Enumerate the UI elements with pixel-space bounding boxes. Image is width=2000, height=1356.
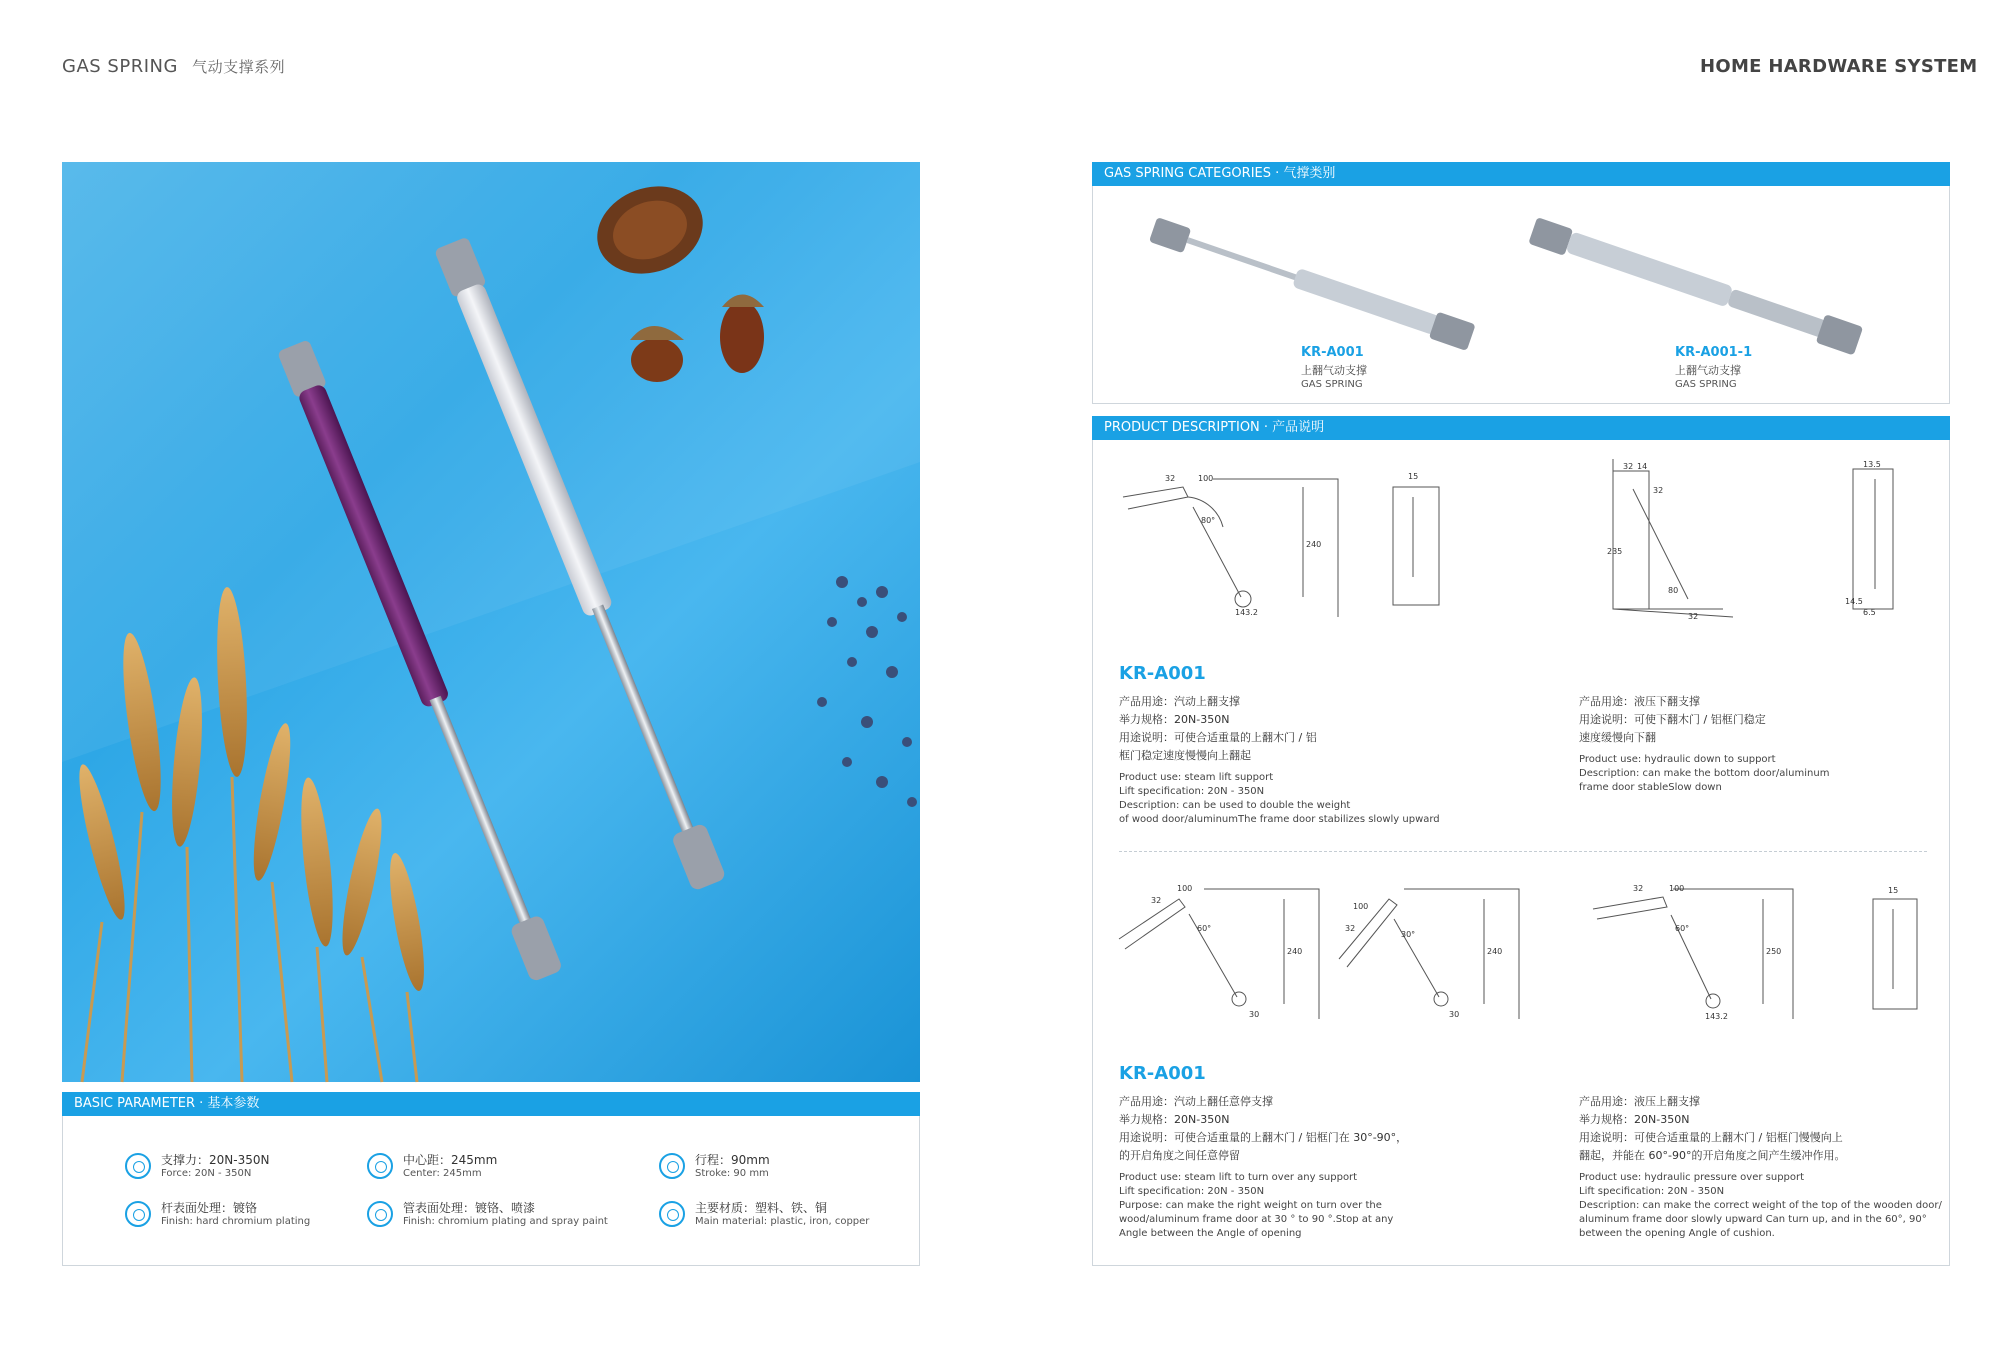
category-a001-1-image [1533,213,1913,353]
force-icon [125,1153,151,1179]
product-photo [62,162,920,1082]
block-1-cn-1: 举力规格：20N-350N [1119,713,1230,726]
dim-4-c: 60° [1675,924,1690,933]
dim-2-e: 80 [1668,586,1679,595]
category-a001-image [1153,213,1513,353]
block-4-cn-1: 举力规格：20N-350N [1579,1113,1690,1126]
dim-3-j: 30 [1449,1010,1460,1019]
basic-parameter-title: BASIC PARAMETER · 基本参数 [62,1092,920,1116]
diagram-free-stop [1119,879,1539,1019]
dim-1-f: 15 [1408,472,1419,481]
dim-3-g: 32 [1345,924,1356,933]
block-2-cn-1: 用途说明：可使下翻木门 / 铝框门稳定 [1579,713,1766,726]
param-stroke-cn: 行程：90mm [695,1153,770,1167]
block-4-en-2: Description: can make the correct weight of the top of the wooden door/ [1579,1200,1942,1211]
categories-title: GAS SPRING CATEGORIES · 气撑类别 [1092,162,1950,186]
block-2-en-2: frame door stableSlow down [1579,782,1722,793]
dim-3-a: 100 [1177,884,1193,893]
block-3-en-1: Lift specification: 20N - 350N [1119,1186,1265,1197]
dim-2-d: 235 [1607,547,1623,556]
param-center-en: Center: 245mm [403,1168,482,1179]
tube-finish-icon [367,1201,393,1227]
block-1-text [1119,693,1440,827]
description-title: PRODUCT DESCRIPTION · 产品说明 [1092,416,1950,440]
param-material-cn: 主要材质：塑料、铁、铜 [695,1201,828,1215]
category-a001-cn: 上翻气动支撑 [1301,364,1367,377]
dim-4-a: 32 [1633,884,1644,893]
section-divider [1119,851,1927,852]
block-3-en-3: wood/aluminum frame door at 30 ° to 90 °.Stop at any [1119,1214,1394,1225]
material-icon [659,1201,685,1227]
block-4-en-0: Product use: hydraulic pressure over support [1579,1172,1805,1183]
dim-2-i: 6.5 [1863,608,1876,617]
block-1-model: KR-A001 [1119,663,1206,684]
block-2-en-1: Description: can make the bottom door/aluminum [1579,768,1830,779]
dim-2-a: 32 [1623,462,1634,471]
block-3-en-4: Angle between the Angle of opening [1119,1228,1302,1239]
block-3-cn-2: 用途说明：可使合适重量的上翻木门 / 铝框门在 30°-90°， [1119,1131,1408,1144]
block-4-cn-2: 用途说明：可使合适重量的上翻木门 / 铝框门慢慢向上 [1579,1131,1843,1144]
param-center-cn: 中心距：245mm [403,1153,498,1167]
param-force-cn: 支撑力：20N-350N [161,1153,270,1167]
param-material-en: Main material: plastic, iron, copper [695,1216,870,1227]
dim-3-c: 60° [1197,924,1212,933]
category-a001 [1301,345,1367,390]
param-stroke-en: Stroke: 90 mm [695,1168,769,1179]
dim-3-f: 100 [1353,902,1369,911]
param-tube-finish-cn: 管表面处理：镀铬、喷漆 [403,1201,536,1215]
block-2-cn-0: 产品用途：液压下翻支撑 [1579,695,1700,708]
center-icon [367,1153,393,1179]
param-rod-finish-cn: 杆表面处理：镀铬 [161,1201,258,1215]
dim-4-b: 100 [1669,884,1685,893]
block-1-en-2: Description: can be used to double the weight [1119,800,1351,811]
param-tube-finish-en: Finish: chromium plating and spray paint [403,1216,608,1227]
dim-3-d: 240 [1287,947,1303,956]
block-1-cn-0: 产品用途：汽动上翻支撑 [1119,695,1240,708]
dim-2-c: 32 [1653,486,1664,495]
block-2-cn-2: 速度缓慢向下翻 [1579,731,1656,744]
block-1-en-0: Product use: steam lift support [1119,772,1274,783]
dim-3-b: 32 [1151,896,1162,905]
header-brand: HOME HARDWARE SYSTEM [1700,56,1978,77]
categories-panel [1092,162,1950,404]
header-series-en: GAS SPRING [62,56,178,77]
header-series-cn: 气动支撑系列 [192,58,286,76]
diagram-down-support [1607,459,1933,621]
block-1-en-3: of wood door/aluminumThe frame door stabilizes slowly upward [1119,814,1440,825]
category-a001-1-en: GAS SPRING [1675,379,1737,390]
basic-parameter-panel [62,1092,920,1266]
dim-2-f: 32 [1688,612,1699,621]
param-force-en: Force: 20N - 350N [161,1168,252,1179]
header-series [62,56,285,77]
category-a001-en: GAS SPRING [1301,379,1363,390]
dim-1-c: 80° [1201,516,1216,525]
dim-3-e: 30 [1249,1010,1260,1019]
stroke-icon [659,1153,685,1179]
block-3-cn-0: 产品用途：汽动上翻任意停支撑 [1119,1095,1273,1108]
dim-4-e: 143.2 [1705,1012,1728,1021]
category-a001-1-code: KR-A001-1 [1675,345,1753,360]
diagram-lift-support [1123,467,1453,617]
block-3-en-2: Purpose: can make the right weight on turn over the [1119,1200,1382,1211]
dim-3-h: 30° [1401,930,1416,939]
category-a001-code: KR-A001 [1301,345,1364,360]
diagram-hydraulic-lift [1593,879,1933,1019]
dim-1-b: 100 [1198,474,1214,483]
dim-4-d: 250 [1766,947,1782,956]
block-3-en-0: Product use: steam lift to turn over any support [1119,1172,1358,1183]
dim-2-b: 14 [1637,462,1648,471]
block-3-text [1119,1093,1407,1241]
block-2-text [1579,693,1829,795]
block-4-en-3: aluminum frame door slowly upward Can turn up, and in the 60°, 90° [1579,1214,1927,1225]
block-1-cn-2: 用途说明：可使合适重量的上翻木门 / 铝 [1119,731,1317,744]
product-photo-illustration [62,162,920,1082]
dim-2-g: 13.5 [1863,460,1881,469]
block-1-cn-3: 框门稳定速度慢慢向上翻起 [1119,749,1251,762]
block-4-en-1: Lift specification: 20N - 350N [1579,1186,1725,1197]
block-4-cn-0: 产品用途：液压上翻支撑 [1579,1095,1700,1108]
dim-4-f: 15 [1888,886,1899,895]
dim-1-d: 240 [1306,540,1322,549]
description-panel [1092,416,1950,1266]
dim-2-h: 14.5 [1845,597,1863,606]
rod-finish-icon [125,1201,151,1227]
block-4-en-4: between the opening Angle of cushion. [1579,1228,1775,1239]
category-a001-1 [1675,345,1752,390]
category-a001-1-cn: 上翻气动支撑 [1675,364,1741,377]
block-3-model: KR-A001 [1119,1063,1206,1084]
param-rod-finish-en: Finish: hard chromium plating [161,1216,311,1227]
block-3-cn-1: 举力规格：20N-350N [1119,1113,1230,1126]
block-2-en-0: Product use: hydraulic down to support [1579,754,1776,765]
block-3-cn-3: 的开启角度之间任意停留 [1119,1149,1240,1162]
block-4-text [1579,1093,1942,1241]
dim-1-a: 32 [1165,474,1176,483]
dim-1-e: 143.2 [1235,608,1258,617]
dim-3-i: 240 [1487,947,1503,956]
block-1-en-1: Lift specification: 20N - 350N [1119,786,1265,797]
block-4-cn-3: 翻起，并能在 60°-90°的开启角度之间产生缓冲作用。 [1579,1149,1846,1162]
